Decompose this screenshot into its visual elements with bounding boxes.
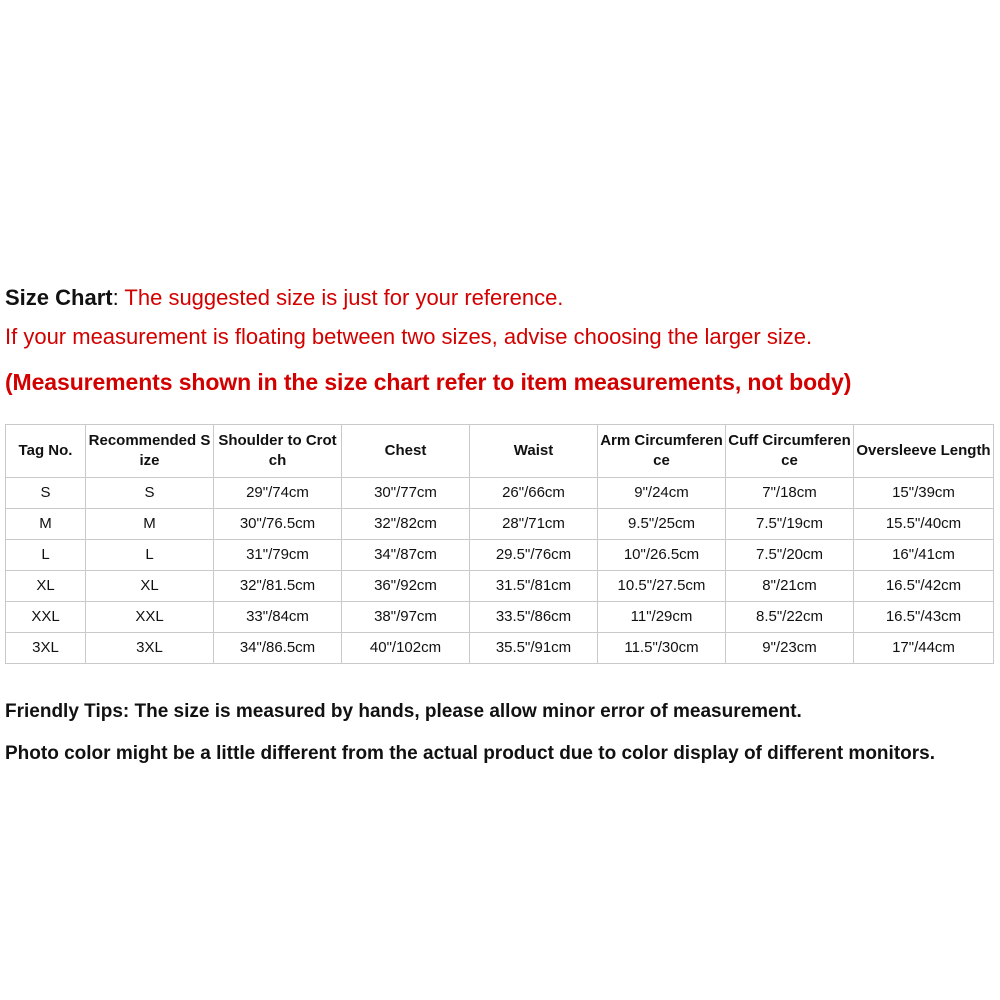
cell-tag-no: XL	[6, 571, 86, 602]
cell-chest: 32"/82cm	[342, 509, 470, 540]
size-chart-header	[5, 284, 995, 396]
cell-recommended-size: M	[86, 509, 214, 540]
header-arm-circumference: Arm Circumference	[598, 425, 726, 478]
cell-shoulder-to-crotch: 32"/81.5cm	[214, 571, 342, 602]
header-chest: Chest	[342, 425, 470, 478]
header-tag-no: Tag No.	[6, 425, 86, 478]
friendly-tip: Friendly Tips: The size is measured by hands, please allow minor error of measurement.	[5, 701, 802, 722]
size-table	[5, 424, 994, 664]
cell-shoulder-to-crotch: 29"/74cm	[214, 478, 342, 509]
cell-chest: 38"/97cm	[342, 602, 470, 633]
cell-waist: 31.5"/81cm	[470, 571, 598, 602]
table-row	[6, 509, 994, 540]
table-row	[6, 602, 994, 633]
header-shoulder-to-crotch: Shoulder to Crotch	[214, 425, 342, 478]
cell-cuff-circumference: 8"/21cm	[726, 571, 854, 602]
cell-shoulder-to-crotch: 30"/76.5cm	[214, 509, 342, 540]
header-cuff-circumference: Cuff Circumference	[726, 425, 854, 478]
cell-cuff-circumference: 9"/23cm	[726, 633, 854, 664]
cell-arm-circumference: 10"/26.5cm	[598, 540, 726, 571]
size-chart-colon: :	[112, 285, 125, 310]
cell-oversleeve-length: 15.5"/40cm	[854, 509, 994, 540]
measurement-note: (Measurements shown in the size chart refer to item measurements, not body)	[5, 369, 852, 395]
cell-waist: 28"/71cm	[470, 509, 598, 540]
cell-oversleeve-length: 16.5"/43cm	[854, 602, 994, 633]
cell-arm-circumference: 9.5"/25cm	[598, 509, 726, 540]
cell-tag-no: M	[6, 509, 86, 540]
tips-section	[5, 699, 995, 767]
cell-recommended-size: 3XL	[86, 633, 214, 664]
cell-shoulder-to-crotch: 34"/86.5cm	[214, 633, 342, 664]
header-recommended-size: Recommended Size	[86, 425, 214, 478]
cell-tag-no: S	[6, 478, 86, 509]
reference-note: The suggested size is just for your reference.	[124, 285, 564, 310]
table-row	[6, 571, 994, 602]
cell-waist: 29.5"/76cm	[470, 540, 598, 571]
table-row	[6, 478, 994, 509]
cell-recommended-size: XL	[86, 571, 214, 602]
cell-cuff-circumference: 7.5"/19cm	[726, 509, 854, 540]
cell-waist: 33.5"/86cm	[470, 602, 598, 633]
cell-chest: 30"/77cm	[342, 478, 470, 509]
cell-tag-no: XXL	[6, 602, 86, 633]
header-waist: Waist	[470, 425, 598, 478]
cell-recommended-size: L	[86, 540, 214, 571]
cell-cuff-circumference: 8.5"/22cm	[726, 602, 854, 633]
header-oversleeve-length: Oversleeve Length	[854, 425, 994, 478]
cell-shoulder-to-crotch: 33"/84cm	[214, 602, 342, 633]
cell-oversleeve-length: 16.5"/42cm	[854, 571, 994, 602]
cell-arm-circumference: 11"/29cm	[598, 602, 726, 633]
cell-cuff-circumference: 7.5"/20cm	[726, 540, 854, 571]
cell-arm-circumference: 9"/24cm	[598, 478, 726, 509]
photo-color-note: Photo color might be a little different from the actual product due to color display of different monitors.	[5, 743, 935, 764]
table-row	[6, 633, 994, 664]
cell-oversleeve-length: 15"/39cm	[854, 478, 994, 509]
cell-waist: 35.5"/91cm	[470, 633, 598, 664]
cell-waist: 26"/66cm	[470, 478, 598, 509]
cell-arm-circumference: 10.5"/27.5cm	[598, 571, 726, 602]
cell-recommended-size: S	[86, 478, 214, 509]
advice-note: If your measurement is floating between two sizes, advise choosing the larger size.	[5, 324, 813, 349]
cell-arm-circumference: 11.5"/30cm	[598, 633, 726, 664]
cell-cuff-circumference: 7"/18cm	[726, 478, 854, 509]
table-header-row	[6, 425, 994, 478]
cell-recommended-size: XXL	[86, 602, 214, 633]
size-chart-title-line	[5, 284, 995, 322]
cell-shoulder-to-crotch: 31"/79cm	[214, 540, 342, 571]
cell-tag-no: L	[6, 540, 86, 571]
size-chart-label: Size Chart	[5, 285, 113, 310]
cell-chest: 36"/92cm	[342, 571, 470, 602]
cell-oversleeve-length: 17"/44cm	[854, 633, 994, 664]
cell-chest: 40"/102cm	[342, 633, 470, 664]
table-row	[6, 540, 994, 571]
cell-tag-no: 3XL	[6, 633, 86, 664]
cell-oversleeve-length: 16"/41cm	[854, 540, 994, 571]
cell-chest: 34"/87cm	[342, 540, 470, 571]
size-table-body	[6, 478, 994, 664]
